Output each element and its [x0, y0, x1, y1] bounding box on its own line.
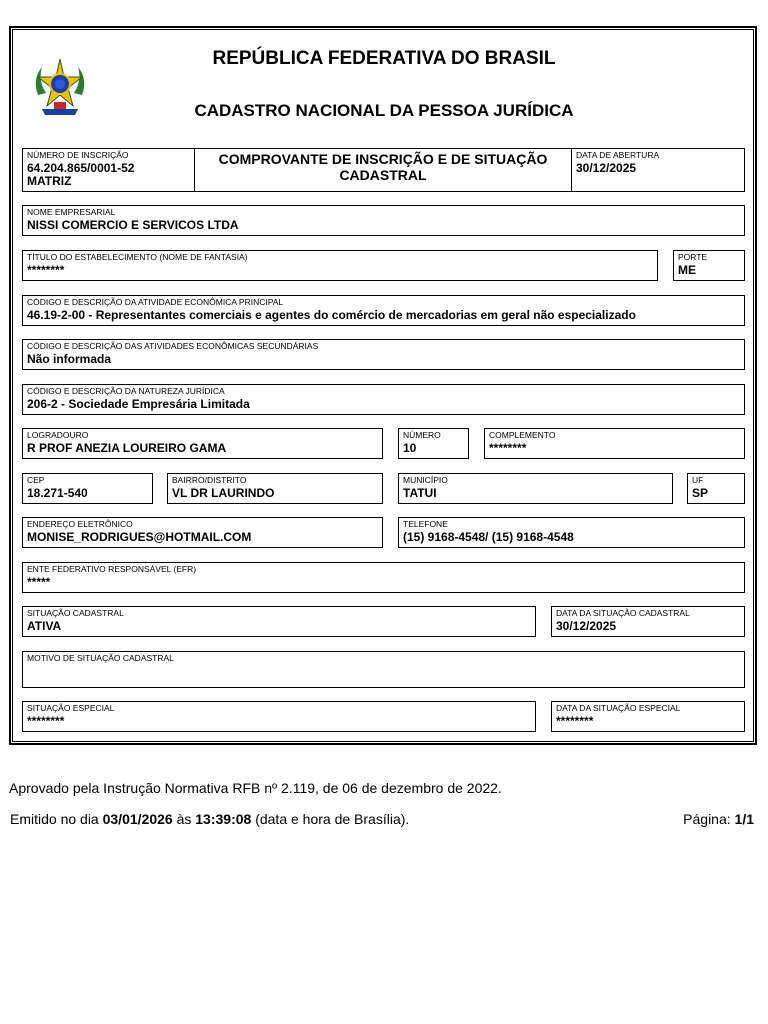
bairro-label: BAIRRO/DISTRITO	[172, 475, 247, 485]
complemento-label: COMPLEMENTO	[489, 430, 556, 440]
efr-value: *****	[27, 575, 51, 589]
situacao-cadastral-box	[22, 606, 536, 637]
situacao-especial-label: SITUAÇÃO ESPECIAL	[27, 703, 115, 713]
comprovante-box	[194, 148, 572, 192]
emission-info	[10, 811, 409, 827]
emission-date: 03/01/2026	[102, 811, 173, 827]
emission-mid: às	[172, 811, 196, 827]
data-situacao-cadastral-value: 30/12/2025	[556, 619, 617, 633]
bairro-box	[167, 473, 383, 504]
natureza-juridica-value: 206-2 - Sociedade Empresária Limitada	[27, 397, 250, 411]
nome-empresarial-value: NISSI COMERCIO E SERVICOS LTDA	[27, 218, 239, 232]
uf-label: UF	[692, 475, 704, 485]
natureza-juridica-box	[22, 384, 745, 415]
data-situacao-cadastral-box	[551, 606, 745, 637]
bairro-value: VL DR LAURINDO	[172, 486, 275, 500]
numero-box	[398, 428, 469, 459]
numero-label: NÚMERO	[403, 430, 441, 440]
titulo-estabelecimento-value: ********	[27, 263, 65, 277]
logradouro-box	[22, 428, 383, 459]
data-abertura-value: 30/12/2025	[576, 161, 637, 175]
nome-empresarial-box	[22, 205, 745, 236]
atividades-secundarias-box	[22, 339, 745, 370]
natureza-juridica-label: CÓDIGO E DESCRIÇÃO DA NATUREZA JURÍDICA	[27, 386, 225, 396]
porte-label: PORTE	[678, 252, 708, 262]
comprovante-title-line1: COMPROVANTE DE INSCRIÇÃO E DE SITUAÇÃO	[218, 151, 548, 167]
data-situacao-especial-value: ********	[556, 714, 594, 728]
email-box	[22, 517, 383, 548]
titulo-estabelecimento-box	[22, 250, 658, 281]
uf-box	[687, 473, 745, 504]
page-indicator	[683, 811, 754, 827]
country-title: REPÚBLICA FEDERATIVA DO BRASIL	[212, 48, 556, 69]
email-value: MONISE_RODRIGUES@HOTMAIL.COM	[27, 530, 252, 544]
efr-label: ENTE FEDERATIVO RESPONSÁVEL (EFR)	[27, 564, 197, 574]
situacao-especial-value: ********	[27, 714, 65, 728]
telefone-box	[398, 517, 745, 548]
emission-suffix: (data e hora de Brasília).	[251, 811, 410, 827]
complemento-value: ********	[489, 441, 527, 455]
situacao-cadastral-label: SITUAÇÃO CADASTRAL	[27, 608, 124, 618]
numero-inscricao-value: 64.204.865/0001-52	[27, 161, 135, 175]
nome-empresarial-label: NOME EMPRESARIAL	[27, 207, 116, 217]
situacao-especial-box	[22, 701, 536, 732]
emission-prefix: Emitido no dia	[10, 811, 103, 827]
motivo-situacao-box	[22, 651, 745, 688]
page-label: Página:	[683, 811, 735, 827]
comprovante-title-line2: CADASTRAL	[339, 167, 427, 183]
data-abertura-box	[571, 148, 745, 192]
logradouro-value: R PROF ANEZIA LOUREIRO GAMA	[27, 441, 227, 455]
cep-label: CEP	[27, 475, 45, 485]
email-label: ENDEREÇO ELETRÔNICO	[27, 519, 133, 529]
cep-box	[22, 473, 153, 504]
approval-note: Aprovado pela Instrução Normativa RFB nº 2.119, de 06 de dezembro de 2022.	[9, 780, 502, 796]
page-value: 1/1	[734, 811, 754, 827]
titulo-estabelecimento-label: TÍTULO DO ESTABELECIMENTO (NOME DE FANTASIA)	[27, 252, 248, 262]
numero-inscricao-label: NÚMERO DE INSCRIÇÃO	[27, 150, 129, 160]
data-situacao-cadastral-label: DATA DA SITUAÇÃO CADASTRAL	[556, 608, 690, 618]
data-situacao-especial-box	[551, 701, 745, 732]
numero-inscricao-box	[22, 148, 195, 192]
motivo-situacao-label: MOTIVO DE SITUAÇÃO CADASTRAL	[27, 653, 174, 663]
data-abertura-label: DATA DE ABERTURA	[576, 150, 660, 160]
numero-value: 10	[403, 441, 417, 455]
registry-title: CADASTRO NACIONAL DA PESSOA JURÍDICA	[194, 101, 574, 120]
municipio-label: MUNICÍPIO	[403, 475, 448, 485]
atividades-secundarias-value: Não informada	[27, 352, 112, 366]
data-situacao-especial-label: DATA DA SITUAÇÃO ESPECIAL	[556, 703, 681, 713]
uf-value: SP	[692, 486, 709, 500]
situacao-cadastral-value: ATIVA	[27, 619, 62, 633]
atividade-principal-box	[22, 295, 745, 326]
porte-box	[673, 250, 745, 281]
municipio-value: TATUI	[403, 486, 437, 500]
atividade-principal-value: 46.19-2-00 - Representantes comerciais e agentes do comércio de mercadorias em geral não especializado	[27, 308, 636, 322]
emission-time: 13:39:08	[195, 811, 252, 827]
telefone-value: (15) 9168-4548/ (15) 9168-4548	[403, 530, 574, 544]
telefone-label: TELEFONE	[403, 519, 448, 529]
logradouro-label: LOGRADOURO	[27, 430, 89, 440]
municipio-box	[398, 473, 673, 504]
matriz-value: MATRIZ	[27, 174, 72, 188]
cep-value: 18.271-540	[27, 486, 88, 500]
atividades-secundarias-label: CÓDIGO E DESCRIÇÃO DAS ATIVIDADES ECONÔMICAS SECUNDÁRIAS	[27, 341, 319, 351]
atividade-principal-label: CÓDIGO E DESCRIÇÃO DA ATIVIDADE ECONÔMICA PRINCIPAL	[27, 297, 284, 307]
efr-box	[22, 562, 745, 593]
porte-value: ME	[678, 263, 696, 277]
complemento-box	[484, 428, 745, 459]
